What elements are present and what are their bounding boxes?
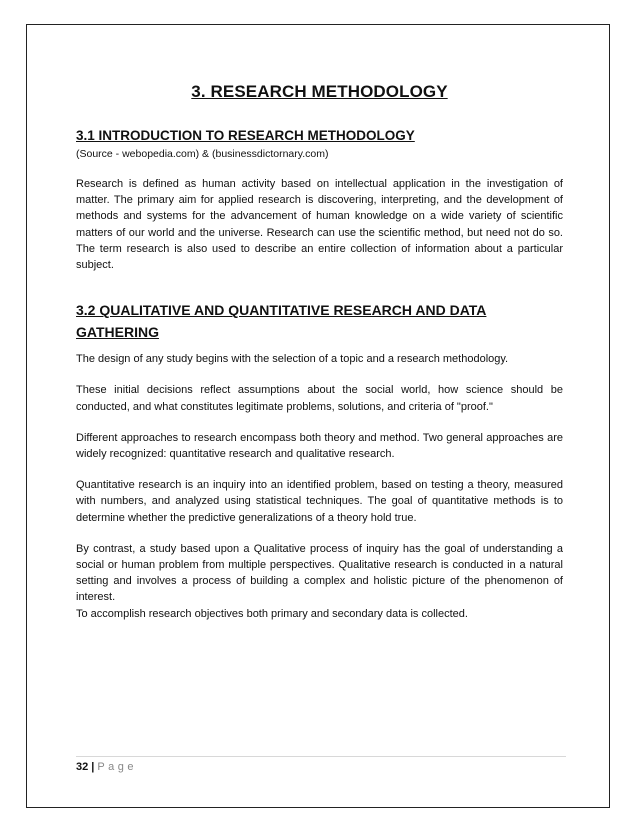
section-heading-introduction: 3.1 INTRODUCTION TO RESEARCH METHODOLOGY	[76, 128, 415, 143]
paragraph-initial-decisions: These initial decisions reflect assumptions about the social world, how science should be conducted, and what constitutes legitimate problems, solutions, and criteria of "proof."	[76, 384, 563, 413]
paragraph-research-definition: Research is defined as human activity based on intellectual application in the investigation of matter. The primary aim for applied research is discovering, interpreting, and the development of methods and systems for the advancement of human knowledge on a wide variety of scientific matters of our world and the universe. Research can use the scientific method, but need not do so. The term research is also used to describe an entire collection of information about a particular subject.	[76, 178, 563, 272]
paragraph-data-collection: To accomplish research objectives both primary and secondary data is collected.	[76, 607, 468, 620]
footer-separator: |	[91, 761, 95, 773]
page-number: 32	[76, 761, 89, 773]
section-qualitative-quantitative	[76, 299, 563, 622]
section-introduction	[76, 126, 563, 273]
page-content	[76, 82, 563, 622]
paragraph-study-design: The design of any study begins with the selection of a topic and a research methodology.	[76, 353, 509, 366]
page-title: 3. RESEARCH METHODOLOGY	[191, 82, 448, 101]
section-heading-qualitative-quantitative: 3.2 QUALITATIVE AND QUANTITATIVE RESEARCH AND DATA GATHERING	[76, 302, 487, 341]
page-label: Page	[97, 761, 138, 773]
page-footer	[76, 761, 137, 773]
footer-divider	[76, 756, 566, 757]
paragraph-qualitative: By contrast, a study based upon a Qualitative process of inquiry has the goal of understanding a social or human problem from multiple perspectives. Qualitative research is conducted in a natural setting and involves a process of building a complex and holistic picture of the phenomenon of interest.	[76, 542, 563, 604]
paragraph-approaches: Different approaches to research encompass both theory and method. Two general approaches are widely recognized: quantitative research and qualitative research.	[76, 431, 563, 461]
paragraph-quantitative: Quantitative research is an inquiry into an identified problem, based on testing a theory, measured with numbers, and analyzed using statistical techniques. The goal of quantitative methods is to determine whether the predictive generalizations of a theory hold true.	[76, 479, 563, 524]
source-citation: (Source - webopedia.com) & (businessdictornary.com)	[76, 148, 329, 160]
